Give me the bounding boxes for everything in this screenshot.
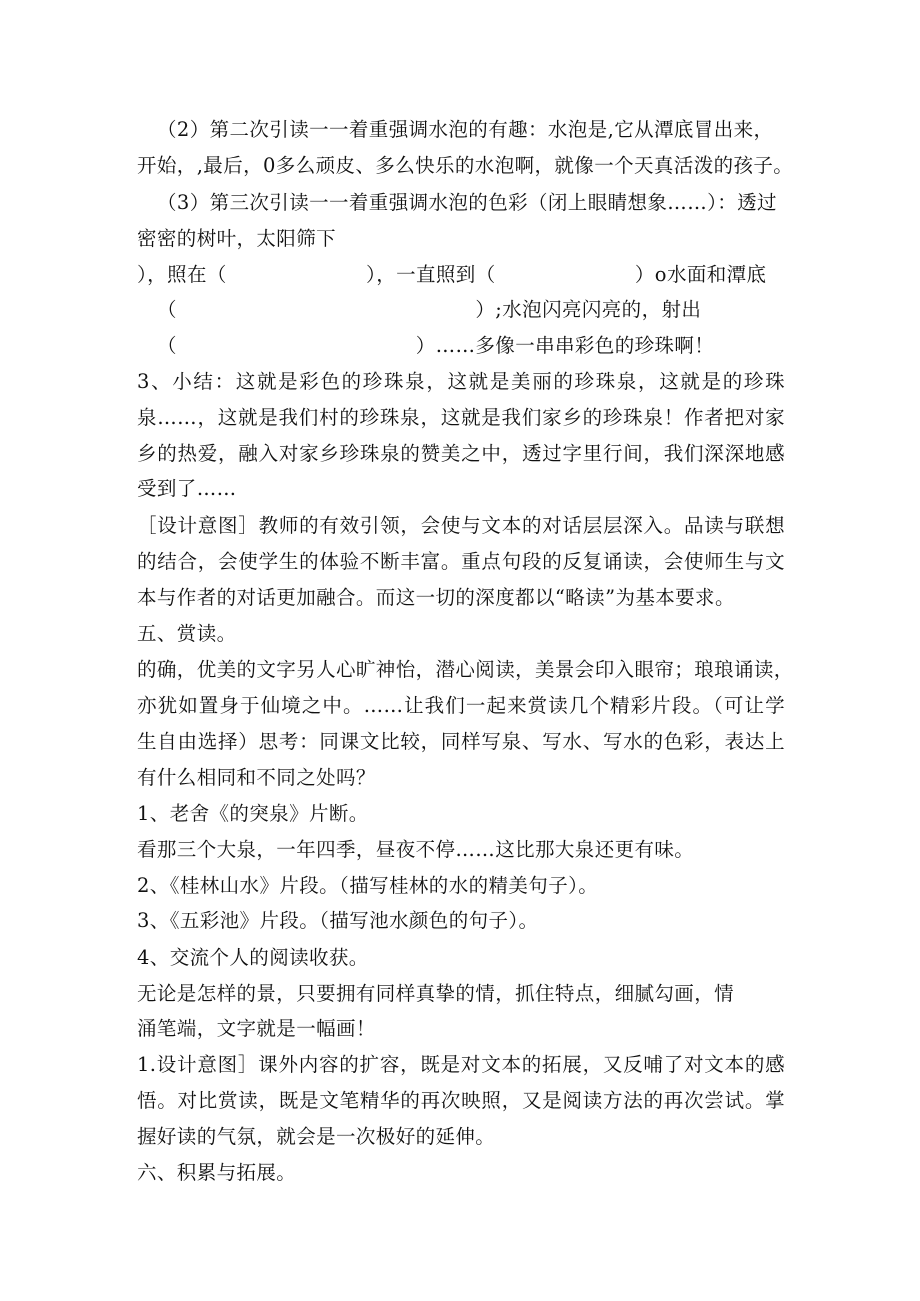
text-line: 本与作者的对话更加融合。而这一切的深度都以“略读”为基本要求。 — [137, 586, 735, 609]
text-line: 生自由选择）思考：同课文比较，同样写泉、写水、写水的色彩，表达上 — [137, 730, 785, 753]
section-heading: 六、积累与拓展。 — [137, 1161, 297, 1184]
text-line: 开始，,最后，0多么顽皮、多么快乐的水泡啊，就像一个天真活泼的孩子。 — [137, 154, 794, 177]
text-line: （2）第二次引读一一着重强调水泡的有趣：水泡是,它从潭底冒出来， — [157, 118, 774, 141]
text-line: （3）第三次引读一一着重强调水泡的色彩（闭上眼睛想象……）：透过 — [157, 191, 777, 214]
list-item: 3、《五彩池》片段。（描写池水颜色的句子）。 — [137, 909, 539, 932]
text-line: ），照在（ ），一直照到（ ）o水面和潭底 — [137, 263, 767, 286]
section-heading: 五、赏读。 — [137, 622, 237, 645]
text-line: 看那三个大泉，一年四季，昼夜不停……这比那大泉还更有味。 — [137, 838, 695, 861]
text-line: 有什么相同和不同之处吗？ — [137, 766, 376, 789]
text-line: （ ）;水泡闪亮闪亮的，射出 — [157, 298, 702, 321]
text-line: 密密的树叶，太阳筛下 — [137, 227, 337, 250]
list-item: 1、老舍《的突泉》片断。 — [137, 802, 369, 825]
text-line: 3、小结：这就是彩色的珍珠泉，这就是美丽的珍珠泉，这就是的珍珠 — [137, 370, 785, 393]
text-line: 的确，优美的文字另人心旷神怡，潜心阅读，美景会印入眼帘；琅琅诵读， — [137, 658, 794, 681]
list-item: 2、《桂林山水》片段。（描写桂林的水的精美句子）。 — [137, 874, 599, 897]
text-line: （ ）……多像一串串彩色的珍珠啊！ — [157, 334, 715, 357]
list-item: 4、交流个人的阅读收获。 — [137, 946, 369, 969]
text-line: 无论是怎样的景，只要拥有同样真挚的情，抓住特点，细腻勾画，情 — [137, 982, 735, 1005]
text-line: 的结合，会使学生的体验不断丰富。重点句段的反复诵读，会使师生与文 — [137, 550, 785, 573]
text-line: 握好读的气氛，就会是一次极好的延伸。 — [137, 1125, 496, 1148]
text-line: 涌笔端，文字就是一幅画！ — [137, 1017, 376, 1040]
text-line: 受到了…… — [137, 477, 237, 500]
text-line: 1.设计意图］课外内容的扩容，既是对文本的拓展，又反哺了对文本的感 — [137, 1053, 785, 1076]
text-line: ［设计意图］教师的有效引领，会使与文本的对话层层深入。品读与联想 — [137, 514, 785, 537]
text-line: 悟。对比赏读，既是文笔精华的再次映照，又是阅读方法的再次尝试。掌 — [137, 1089, 785, 1112]
text-line: 亦犹如置身于仙境之中。……让我们一起来赏读几个精彩片段。（可让学 — [137, 694, 785, 717]
text-line: 泉……，这就是我们村的珍珠泉，这就是我们家乡的珍珠泉！作者把对家 — [137, 406, 785, 429]
text-line: 乡的热爱，融入对家乡珍珠泉的赞美之中，透过字里行间，我们深深地感 — [137, 442, 785, 465]
